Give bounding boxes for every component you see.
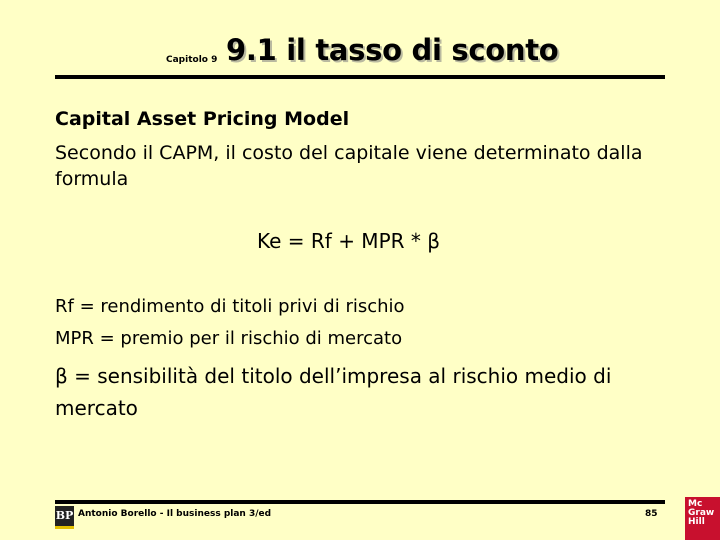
capm-formula: Ke = Rf + MPR * β — [257, 229, 440, 253]
footer-divider — [55, 500, 665, 504]
definition-beta: β = sensibilità del titolo dell’impresa al rischio medio di mercato — [55, 364, 612, 420]
chapter-label: Capitolo 9 — [166, 55, 218, 65]
logo-line-hill: Hill — [688, 517, 705, 527]
bp-logo: BP — [55, 506, 74, 529]
definition-mpr: MPR = premio per il rischio di mercato — [55, 328, 403, 349]
page-number: 85 — [645, 509, 658, 519]
logo-line-graw: Graw — [688, 508, 715, 518]
logo-line-mc: Mc — [688, 499, 703, 509]
footer-author: Antonio Borello - Il business plan 3/ed — [78, 509, 272, 519]
section-heading: Capital Asset Pricing Model — [55, 108, 350, 130]
slide-title: 9.1 il tasso di sconto — [226, 33, 559, 67]
intro-paragraph: Secondo il CAPM, il costo del capitale viene determinato dalla formula — [55, 142, 643, 190]
title-divider — [55, 75, 665, 79]
mcgraw-hill-logo — [685, 497, 720, 540]
definition-rf: Rf = rendimento di titoli privi di rischio — [55, 296, 405, 317]
